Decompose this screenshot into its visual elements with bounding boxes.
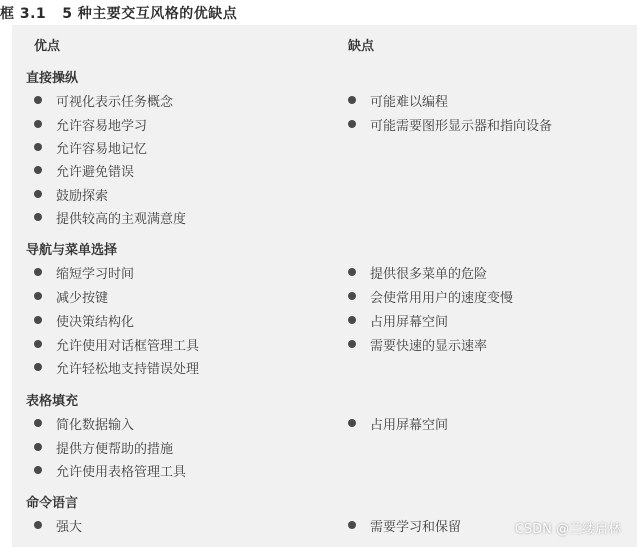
box-title-text: 5 种主要交互风格的优缺点: [62, 6, 238, 22]
section-title-form-fill: 表格填充: [26, 394, 79, 409]
comparison-panel: [12, 25, 637, 547]
bullet-icon: [348, 419, 356, 427]
bullet-icon: [348, 268, 356, 276]
list-item: 允许使用表格管理工具: [34, 459, 186, 481]
list-item: 允许轻松地支持错误处理: [34, 356, 199, 378]
section-title-command-language: 命令语言: [26, 496, 79, 511]
list-item: 简化数据输入: [34, 412, 134, 434]
box-title: [0, 0, 237, 26]
list-item: 提供很多菜单的危险: [348, 261, 487, 283]
bullet-icon: [34, 466, 42, 474]
bullet-icon: [348, 340, 356, 348]
bullet-icon: [34, 166, 42, 174]
section-title-menu-selection: 导航与菜单选择: [26, 243, 118, 258]
bullet-icon: [34, 96, 42, 104]
bullet-icon: [34, 521, 42, 529]
pros-header: 优点: [34, 39, 61, 54]
list-item: 需要学习和保留: [348, 514, 461, 536]
list-item: 鼓励探索: [34, 183, 108, 205]
list-item: 需要快速的显示速率: [348, 333, 487, 355]
bullet-icon: [34, 363, 42, 371]
bullet-icon: [34, 443, 42, 451]
list-item: 提供方便帮助的措施: [34, 436, 173, 458]
list-item: 允许避免错误: [34, 159, 134, 181]
bullet-icon: [34, 340, 42, 348]
list-item: 会使常用用户的速度变慢: [348, 285, 513, 307]
list-item: 允许容易地记忆: [34, 136, 147, 158]
list-item: 缩短学习时间: [34, 261, 134, 283]
bullet-icon: [348, 96, 356, 104]
list-item: 可能难以编程: [348, 89, 448, 111]
bullet-icon: [34, 120, 42, 128]
bullet-icon: [34, 143, 42, 151]
bullet-icon: [34, 292, 42, 300]
bullet-icon: [348, 521, 356, 529]
list-item: 可能需要图形显示器和指向设备: [348, 113, 552, 135]
bullet-icon: [34, 190, 42, 198]
bullet-icon: [34, 419, 42, 427]
bullet-icon: [348, 292, 356, 300]
bullet-icon: [34, 213, 42, 221]
list-item: 可视化表示任务概念: [34, 89, 173, 111]
list-item: 占用屏幕空间: [348, 412, 448, 434]
list-item: 提供较高的主观满意度: [34, 206, 186, 228]
section-title-direct-manipulation: 直接操纵: [26, 71, 79, 86]
bullet-icon: [348, 120, 356, 128]
cons-header: 缺点: [348, 39, 375, 54]
bullet-icon: [348, 316, 356, 324]
bullet-icon: [34, 316, 42, 324]
list-item: 强大: [34, 514, 82, 536]
list-item: 减少按键: [34, 285, 108, 307]
list-item: 允许容易地学习: [34, 113, 147, 135]
box-label: 框 3.1: [0, 6, 47, 22]
list-item: 允许使用对话框管理工具: [34, 333, 199, 355]
list-item: 使决策结构化: [34, 309, 134, 331]
watermark: CSDN @兰缕启林: [514, 522, 621, 537]
list-item: 占用屏幕空间: [348, 309, 448, 331]
bullet-icon: [34, 268, 42, 276]
